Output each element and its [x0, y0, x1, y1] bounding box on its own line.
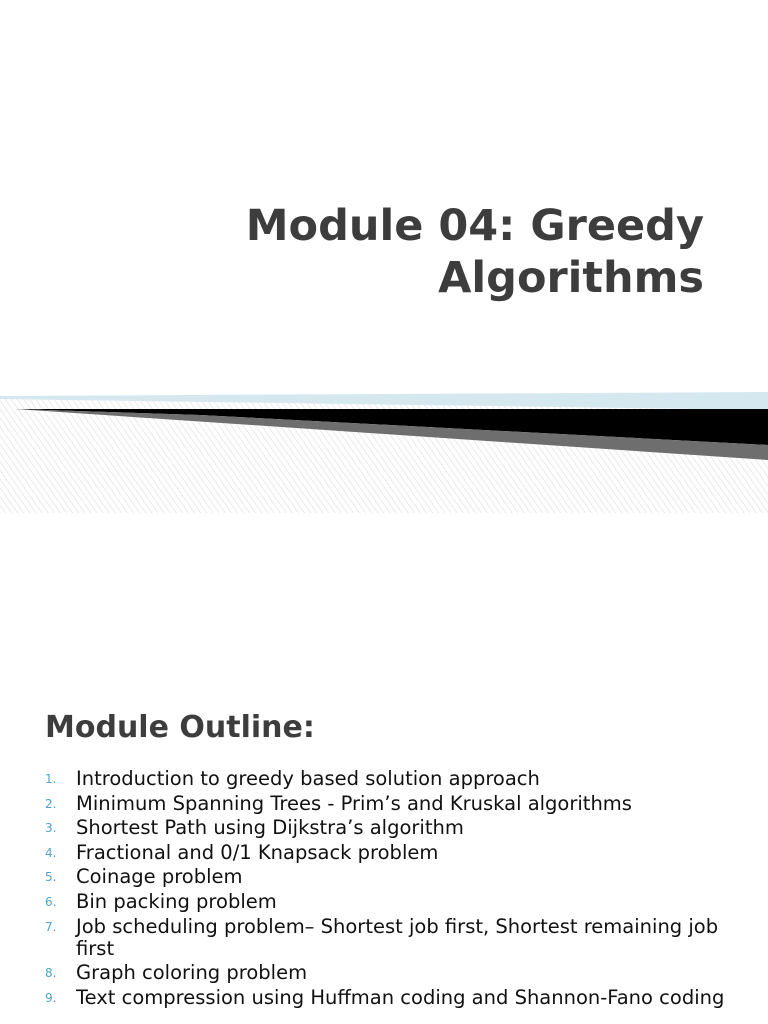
item-text: Introduction to greedy based solution approach	[76, 767, 540, 790]
list-item	[45, 817, 735, 839]
list-item	[45, 842, 735, 864]
outline-heading: Module Outline:	[45, 710, 315, 745]
item-number: 2.	[45, 796, 57, 811]
item-number: 8.	[45, 966, 57, 981]
list-item	[45, 987, 735, 1009]
item-number: 6.	[45, 894, 57, 909]
item-number: 4.	[45, 845, 57, 860]
list-item	[45, 866, 735, 888]
item-text: Minimum Spanning Trees - Prim’s and Kruskal algorithms	[76, 791, 632, 815]
item-text: Graph coloring problem	[76, 961, 308, 985]
item-text: Text compression using Huffman coding and Shannon-Fano coding	[76, 985, 725, 1009]
slide-title	[104, 200, 704, 304]
title-line-2: Algorithms	[438, 253, 704, 303]
outline-slide	[0, 513, 768, 1024]
list-item	[45, 793, 735, 815]
list-item	[45, 962, 735, 984]
item-number: 5.	[45, 870, 57, 885]
item-number: 3.	[45, 821, 57, 836]
item-text: Job scheduling problem– Shortest job first, Shortest remaining job first	[76, 914, 719, 960]
list-item	[45, 916, 735, 960]
item-text: Bin packing problem	[76, 889, 277, 913]
item-text: Coinage problem	[76, 865, 243, 889]
item-text: Fractional and 0/1 Knapsack problem	[76, 840, 439, 864]
item-text: Shortest Path using Dijkstra’s algorithm	[76, 816, 464, 840]
list-item	[45, 891, 735, 913]
item-number: 7.	[45, 919, 57, 934]
outline-list	[45, 768, 735, 1011]
list-item	[45, 768, 735, 790]
item-number: 9.	[45, 990, 57, 1005]
item-number: 1.	[45, 772, 57, 786]
title-line-1: Module 04: Greedy	[245, 201, 704, 251]
